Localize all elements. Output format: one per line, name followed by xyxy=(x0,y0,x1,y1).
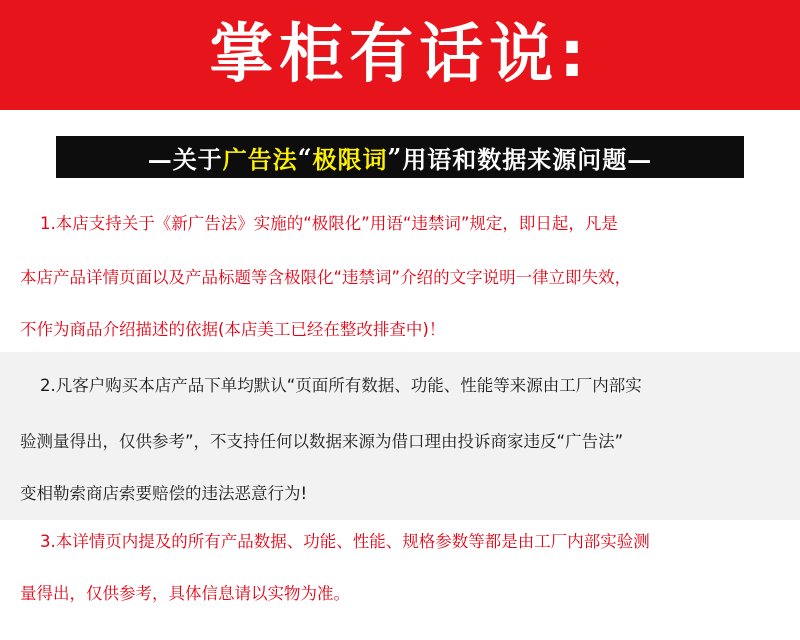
subtitle-bar xyxy=(56,136,744,178)
title-banner xyxy=(0,0,800,110)
notice-2-line-1: 2.凡客户购买本店产品下单均默认“页面所有数据、功能、性能等来源由工厂内部实 xyxy=(40,376,642,395)
subtitle-highlight-ad-law: 广告法 xyxy=(222,144,298,174)
notice-3-line-1: 3.本详情页内提及的所有产品数据、功能、性能、规格参数等都是由工厂内部实验测 xyxy=(40,532,650,551)
notice-2-line-2: 验测量得出，仅供参考”，不支持任何以数据来源为借口理由投诉商家违反“广告法” xyxy=(20,432,624,451)
page-title: 掌柜有话说: xyxy=(209,18,591,92)
notice-1-line-2: 本店产品详情页面以及产品标题等含极限化“违禁词”介绍的文字说明一律立即失效， xyxy=(20,268,632,287)
notice-2 xyxy=(0,352,800,520)
subtitle-suffix: 用语和数据来源问题— xyxy=(402,144,653,174)
subtitle-prefix: —关于 xyxy=(147,144,223,174)
subtitle-highlight-extreme-words: 极限词 xyxy=(312,144,388,174)
notice-3-line-2: 量得出，仅供参考，具体信息请以实物为准。 xyxy=(20,584,350,603)
subtitle-quote-close: ” xyxy=(387,142,403,172)
subtitle-quote-open: “ xyxy=(297,142,313,172)
notice-2-line-3: 变相勒索商店索要赔偿的违法恶意行为! xyxy=(20,484,308,503)
notice-1 xyxy=(0,190,800,350)
notice-1-line-1: 1.本店支持关于《新广告法》实施的“极限化”用语“违禁词”规定，即日起，凡是 xyxy=(40,214,618,233)
notice-1-line-3: 不作为商品介绍描述的依据(本店美工已经在整改排查中)！ xyxy=(20,320,446,339)
notice-3 xyxy=(0,520,800,640)
